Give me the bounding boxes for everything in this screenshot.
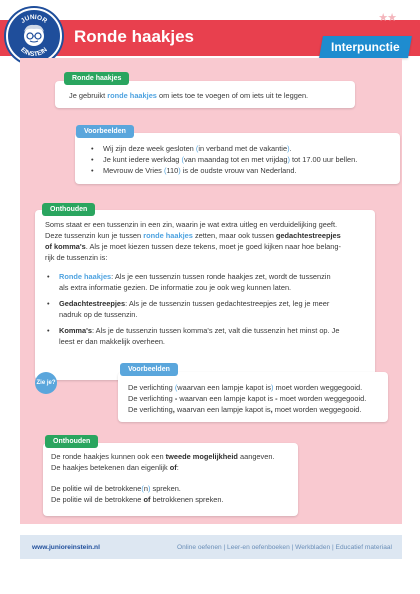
rule-item: • Ronde haakjes: Als je een tussenzin tussen ronde haakjes zet, wordt de tussenzin als extra informatie gezien. De informatie zou je ook weg kunnen laten.: [45, 271, 365, 293]
label-ronde-haakjes: Ronde haakjes: [64, 72, 129, 85]
label-onthouden: Onthouden: [42, 203, 95, 216]
zie-je-bubble: Zie je?: [35, 372, 57, 394]
page-title: Ronde haakjes: [74, 27, 194, 46]
onthouden2-line: De ronde haakjes kunnen ook een tweede mogelijkheid aangeven.: [51, 452, 275, 461]
examples-card: [75, 133, 400, 184]
intro-highlight: ronde haakjes: [107, 91, 157, 100]
example-item: • Wij zijn deze week gesloten (in verband met de vakantie).: [89, 143, 400, 154]
footer-links[interactable]: Online oefenen | Leer-en oefenboeken | Werkbladen | Educatief materiaal: [176, 543, 392, 551]
onthouden2-line: De haakjes betekenen dan eigenlijk of:: [51, 463, 179, 472]
example-line: De verlichting, waarvan een lampje kapot is, moet worden weggegooid.: [128, 405, 362, 414]
svg-text:JUNIOR: JUNIOR: [19, 13, 49, 25]
website-link[interactable]: www.junioreinstein.nl: [32, 543, 100, 551]
example-line: De verlichting - waarvan een lampje kapot is - moet worden weggegooid.: [128, 394, 367, 403]
examples-card-2: [118, 372, 388, 422]
rule-item: • Gedachtestreepjes: Als je de tussenzin tussen gedachtestreepjes zet, leg je meer nadruk op de tussenzin.: [45, 298, 365, 320]
intro-text: Je gebruikt: [69, 91, 108, 100]
label-onthouden-2: Onthouden: [45, 435, 98, 448]
example-item: • Mevrouw de Vries (110) is de oudste vrouw van Nederland.: [89, 165, 400, 176]
example-item: • Je kunt iedere werkdag (van maandag tot en met vrijdag) tot 17.00 uur bellen.: [89, 154, 400, 165]
einstein-face-icon: [8, 10, 60, 62]
label-voorbeelden: Voorbeelden: [76, 125, 134, 138]
rule-item: • Komma's: Als je de tussenzin tussen komma's zet, valt die tussenzin het minst op. Je leest er dan makkelijk overheen.: [45, 325, 365, 347]
onthouden-line: Soms staat er een tussenzin in een zin, waarin je wat extra uitleg en verduidelijking geeft.: [45, 220, 338, 229]
onthouden-card: [35, 210, 375, 380]
example-line: De verlichting (waarvan een lampje kapot is) moet worden weggegooid.: [128, 383, 363, 392]
onthouden2-line: De politie wil de betrokkene of betrokkenen spreken.: [51, 495, 224, 504]
label-voorbeelden-2: Voorbeelden: [120, 363, 178, 376]
category-tag: [319, 36, 412, 58]
footer: [20, 535, 402, 559]
junior-einstein-logo[interactable]: [6, 8, 62, 64]
difficulty-stars: ★★: [378, 12, 396, 24]
onthouden2-line: De politie wil de betrokkene(n) spreken.: [51, 484, 181, 493]
category-label: Interpunctie: [331, 40, 400, 54]
svg-text:EINSTEIN: EINSTEIN: [19, 46, 49, 59]
onthouden-line: Deze tussenzin kun je tussen ronde haakjes zetten, maar ook tussen gedachtestreepjes: [45, 231, 341, 240]
intro-card: [55, 81, 355, 108]
intro-text-end: om iets toe te voegen of om iets uit te leggen.: [156, 91, 309, 100]
onthouden-line: rijk de tussenzin is:: [45, 253, 108, 262]
onthouden-line: of komma's. Als je moet kiezen tussen deze tekens, moet je goed kijken naar hoe belang-: [45, 242, 341, 251]
onthouden-card-2: [43, 443, 298, 516]
